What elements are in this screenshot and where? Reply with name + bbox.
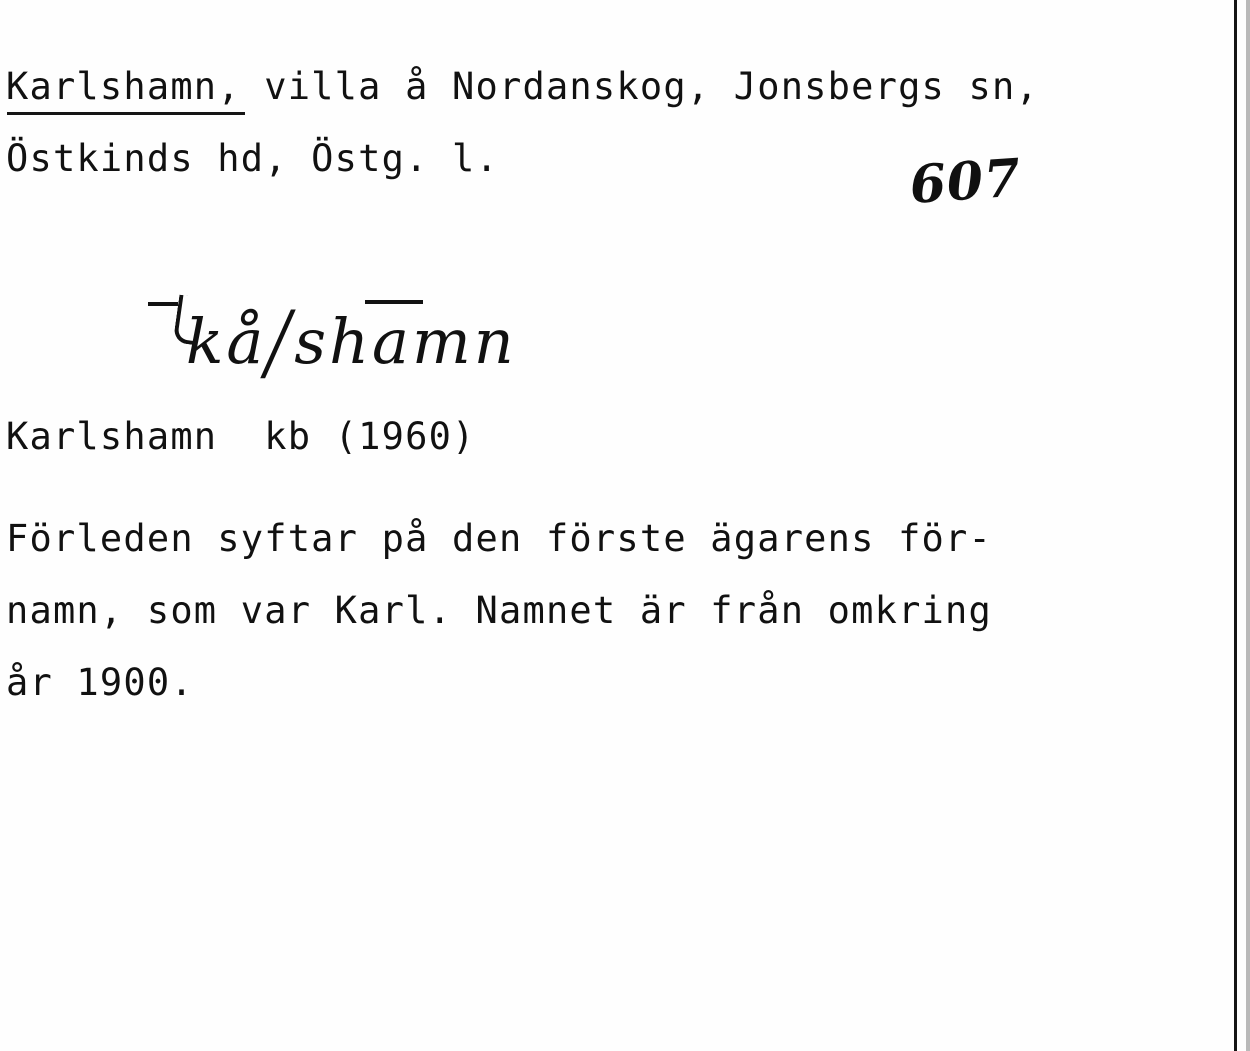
serial-number: 607 <box>907 147 1024 216</box>
headword-line-1: Karlshamn, villa å Nordanskog, Jonsbergs sn, <box>6 65 1039 108</box>
card-right-margin-shadow <box>1246 0 1250 1051</box>
source-citation-line: Karlshamn kb (1960) <box>6 415 476 458</box>
phonetic-suffix: shamn <box>294 305 517 378</box>
body-line-3: år 1900. <box>6 661 194 704</box>
headword-underline <box>7 112 245 115</box>
body-line-1: Förleden syftar på den förste ägarens för- <box>6 517 992 560</box>
card-right-edge-rule <box>1234 0 1237 1051</box>
phonetic-undermark-2 <box>365 300 423 304</box>
phonetic-slash: / <box>257 292 303 391</box>
phonetic-undermark-1 <box>148 302 178 306</box>
headword-line-2: Östkinds hd, Östg. l. <box>6 137 499 180</box>
phonetic-prefix: kå <box>185 305 267 378</box>
body-line-2: namn, som var Karl. Namnet är från omkring <box>6 589 992 632</box>
